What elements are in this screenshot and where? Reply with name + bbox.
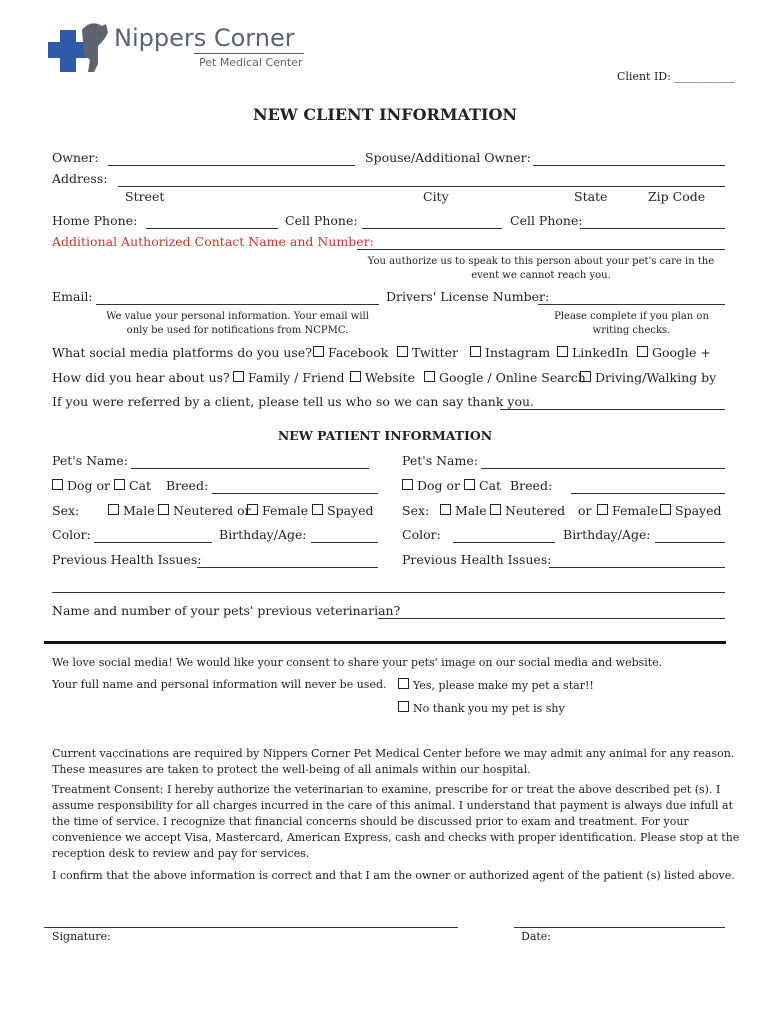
date-field[interactable] [514,927,725,928]
home-phone-field[interactable] [146,228,278,229]
signature-label: Signature: [52,930,111,943]
consent-social: We love social media! We would like your consent to share your pets' image on our social media and website. [52,656,663,669]
social-option-linkedin[interactable]: LinkedIn [557,345,628,360]
pet2-dog-cat[interactable]: Dog or Cat [402,478,501,493]
date-label: Date: [521,930,552,943]
pet1-birthday-field[interactable] [311,542,378,543]
hear-option-google[interactable]: Google / Online Search [424,370,586,385]
consent-yes-option[interactable]: Yes, please make my pet a star!! [398,678,594,692]
pet1-name-field[interactable] [131,468,369,469]
checkbox-icon[interactable] [470,346,481,357]
hear-option-driving[interactable]: Driving/Walking by [580,370,716,385]
referred-field[interactable] [500,409,725,410]
checkbox-icon[interactable] [397,346,408,357]
checkbox-icon[interactable] [350,371,361,382]
home-phone-label: Home Phone: [52,213,138,228]
pet2-breed-label: Breed: [510,478,553,493]
pet1-neutered[interactable]: Neutered or [158,503,251,518]
client-id: Client ID: ___________ [617,70,735,83]
license-label: Drivers' License Number: [386,289,550,304]
checkbox-icon[interactable] [424,371,435,382]
license-field[interactable] [538,304,725,305]
consent-private: Your full name and personal information will never be used. [52,678,387,691]
address-field[interactable] [118,186,725,187]
pet1-color-label: Color: [52,527,91,542]
dog-silhouette-logo-icon [82,23,108,72]
state-label: State [574,189,608,204]
checkbox-icon[interactable] [402,479,413,490]
pet2-birthday-label: Birthday/Age: [563,527,651,542]
pet1-sex-label: Sex: [52,503,80,518]
spouse-label: Spouse/Additional Owner: [365,150,531,165]
checkbox-icon[interactable] [312,504,323,515]
pet2-breed-field[interactable] [571,493,725,494]
social-option-facebook[interactable]: Facebook [313,345,388,360]
social-option-twitter[interactable]: Twitter [397,345,458,360]
additional-contact-label: Additional Authorized Contact Name and Number: [52,234,374,249]
checkbox-icon[interactable] [233,371,244,382]
spouse-field[interactable] [533,165,725,166]
hear-question: How did you hear about us? [52,370,230,385]
previous-vet-field[interactable] [378,618,725,619]
previous-vet-label: Name and number of your pets' previous veterinarian? [52,603,401,618]
checkbox-icon[interactable] [52,479,63,490]
checkbox-icon[interactable] [108,504,119,515]
section-divider [44,641,726,644]
signature-field[interactable] [44,927,458,928]
pet1-dog-cat[interactable]: Dog or Cat [52,478,151,493]
zip-label: Zip Code [648,189,706,204]
social-option-google[interactable]: Google + [637,345,711,360]
pet2-female[interactable]: Female [597,503,658,518]
logo [44,20,314,75]
confirm-statement: I confirm that the above information is correct and that I am the owner or authorized agent of the patient (s) listed above. [52,869,735,882]
authorize-note: You authorize us to speak to this person about your pet's care in the event we cannot reach you. [367,256,715,281]
pet2-color-field[interactable] [453,542,555,543]
checkbox-icon[interactable] [398,701,409,712]
pet2-health-field-2[interactable] [378,592,725,593]
pet1-spayed[interactable]: Spayed [312,503,373,518]
pet2-health-field[interactable] [549,567,725,568]
hear-option-website[interactable]: Website [350,370,415,385]
pet2-sex-label: Sex: [402,503,430,518]
license-note: Please complete if you plan on writing checks. [554,311,709,336]
checkbox-icon[interactable] [158,504,169,515]
logo-subtitle: Pet Medical Center [199,56,303,69]
pet1-breed-field[interactable] [212,493,378,494]
checkbox-icon[interactable] [440,504,451,515]
pet1-health-field-2[interactable] [52,592,378,593]
city-label: City [423,189,449,204]
vaccination-paragraph: Current vaccinations are required by Nippers Corner Pet Medical Center before we may admit any animal for any reason. These measures are taken to protect the well-being of all animals within our hospital. [52,747,735,776]
medical-cross-logo-icon [44,20,114,75]
email-note: We value your personal information. Your email will only be used for notifications from NCPMC. [106,311,369,336]
pet2-spayed[interactable]: Spayed [660,503,721,518]
checkbox-icon[interactable] [490,504,501,515]
pet1-male[interactable]: Male [108,503,155,518]
checkbox-icon[interactable] [464,479,475,490]
pet1-health-field[interactable] [197,567,378,568]
pet2-health-label: Previous Health Issues: [402,552,552,567]
cell-phone-2-label: Cell Phone: [510,213,583,228]
checkbox-icon[interactable] [247,504,258,515]
owner-field[interactable] [108,165,355,166]
pet1-breed-label: Breed: [166,478,209,493]
pet2-name-label: Pet's Name: [402,453,478,468]
pet1-birthday-label: Birthday/Age: [219,527,307,542]
pet2-neutered[interactable]: Neutered [490,503,565,518]
social-question: What social media platforms do you use? [52,345,312,360]
checkbox-icon[interactable] [557,346,568,357]
checkbox-icon[interactable] [637,346,648,357]
patient-title: NEW PATIENT INFORMATION [277,428,493,443]
consent-no-option[interactable]: No thank you my pet is shy [398,701,565,715]
pet2-name-field[interactable] [481,468,725,469]
address-label: Address: [52,171,108,186]
cell-phone-2-field[interactable] [580,228,725,229]
email-field[interactable] [96,304,379,305]
pet1-color-field[interactable] [94,542,212,543]
cell-phone-label: Cell Phone: [285,213,358,228]
pet2-color-label: Color: [402,527,441,542]
pet1-name-label: Pet's Name: [52,453,128,468]
pet2-birthday-field[interactable] [655,542,725,543]
pet2-or: or [578,503,592,518]
street-label: Street [125,189,165,204]
owner-label: Owner: [52,150,99,165]
checkbox-icon[interactable] [114,479,125,490]
pet1-female[interactable]: Female [247,503,308,518]
checkbox-icon[interactable] [660,504,671,515]
referred-label: If you were referred by a client, please tell us who so we can say thank you. [52,394,535,409]
logo-name: Nippers Corner [114,24,295,52]
cell-phone-field[interactable] [362,228,502,229]
email-label: Email: [52,289,93,304]
page-title: NEW CLIENT INFORMATION [252,105,518,124]
checkbox-icon[interactable] [313,346,324,357]
treatment-consent-paragraph: Treatment Consent: I hereby authorize the veterinarian to examine, prescribe for or treat the above described pet (s). I assume responsibility for all charges incurred in the care of this animal. I understand that payment is always due infull at the time of service. I recognize that financial concerns should be discussed prior to exam and treatment. For your convenience we accept Visa, Mastercard, American Express, cash and checks with proper identification. Please stop at the reception desk to review and pay for services. [52,783,740,860]
pet1-health-label: Previous Health Issues: [52,552,202,567]
additional-contact-field[interactable] [357,249,725,250]
pet2-male[interactable]: Male [440,503,487,518]
checkbox-icon[interactable] [580,371,591,382]
checkbox-icon[interactable] [597,504,608,515]
hear-option-family[interactable]: Family / Friend [233,370,344,385]
checkbox-icon[interactable] [398,678,409,689]
social-option-instagram[interactable]: Instagram [470,345,550,360]
